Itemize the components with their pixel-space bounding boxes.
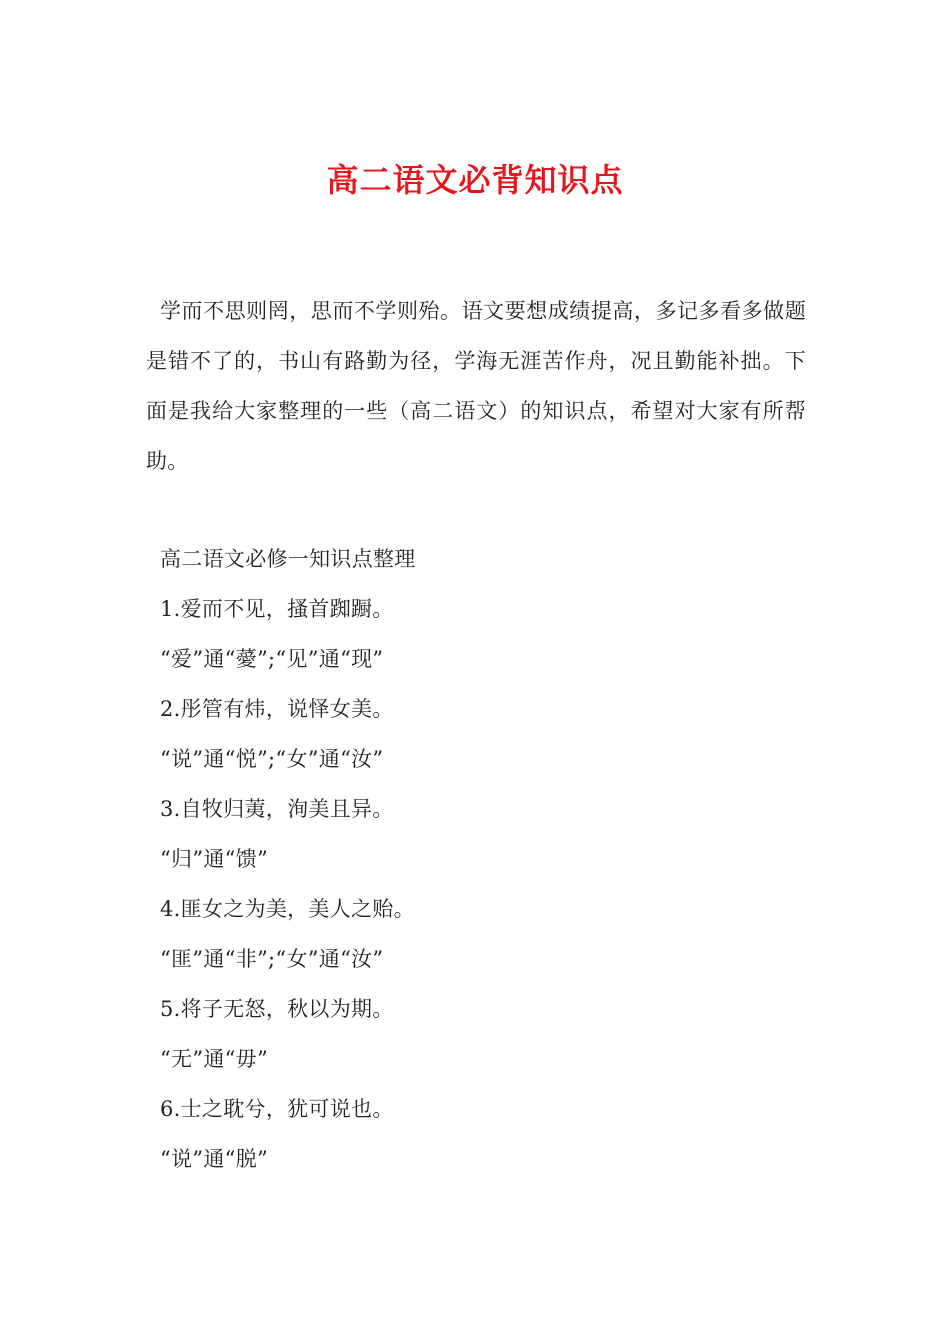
note-line: “爱”通“薆”;“见”通“现” [160,647,384,671]
verse-line: 4.匪女之为美，美人之贻。 [160,897,415,921]
note-line: “说”通“悦”;“女”通“汝” [160,747,384,771]
note-line: “归”通“馈” [160,847,269,871]
document-title: 高二语文必背知识点 [326,161,624,199]
verse-line: 3.自牧归荑，洵美且异。 [160,797,394,821]
note-line: “无”通“毋” [160,1047,269,1071]
verse-line: 2.彤管有炜，说怿女美。 [160,697,394,721]
knowledge-section [160,534,800,1184]
verse-line: 5.将子无怒，秋以为期。 [160,997,394,1021]
note-line: “匪”通“非”;“女”通“汝” [160,947,384,971]
note-line: “说”通“脱” [160,1147,269,1171]
intro-paragraph: 学而不思则罔，思而不学则殆。语文要想成绩提高，多记多看多做题是错不了的，书山有路勤为径，学海无涯苦作舟，况且勤能补拙。下面是我给大家整理的一些（高二语文）的知识点，希望对大家有所帮助。 [146,299,806,473]
verse-line: 1.爱而不见，搔首踟蹰。 [160,597,394,621]
verse-line: 6.士之耽兮，犹可说也。 [160,1097,394,1121]
section-heading: 高二语文必修一知识点整理 [160,547,416,571]
